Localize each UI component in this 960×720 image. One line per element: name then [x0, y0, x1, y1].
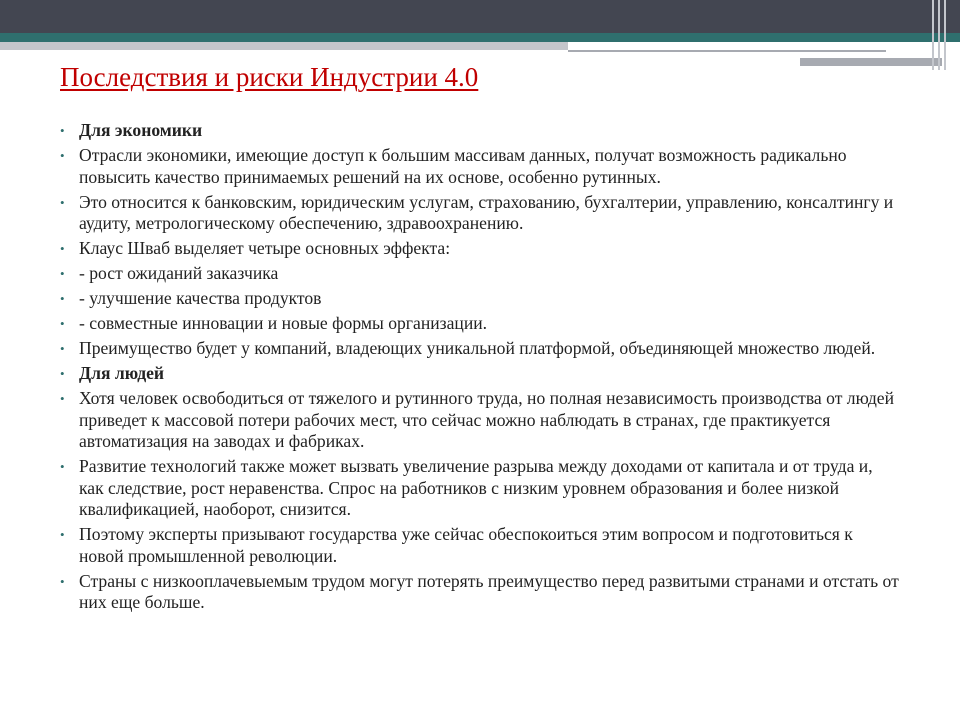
bullet-icon: • [60, 194, 65, 210]
section-heading: Для экономики [79, 120, 203, 140]
section-heading: Для людей [79, 363, 165, 383]
bullet-item [60, 524, 900, 567]
slide-title: Последствия и риски Индустрии 4.0 [60, 62, 479, 92]
bullet-text: Отрасли экономики, имеющие доступ к большим массивам данных, получат возможность радикально повысить качество принимаемых решений на их основе, особенно рутинных. [79, 145, 847, 187]
bullet-text: Клаус Шваб выделяет четыре основных эффекта: [79, 238, 451, 258]
bullet-item [60, 288, 900, 310]
bullet-item [60, 120, 900, 142]
bullet-text: - улучшение качества продуктов [79, 288, 322, 308]
bullet-item [60, 363, 900, 385]
header-line [800, 58, 942, 66]
bullet-item [60, 145, 900, 188]
header-band-teal [0, 33, 960, 42]
header-line [568, 50, 886, 52]
bullet-text: Преимущество будет у компаний, владеющих уникальной платформой, объединяющей множество людей. [79, 338, 876, 358]
bullet-text: Поэтому эксперты призывают государства уже сейчас обеспокоиться этим вопросом и подготовиться к новой промышленной революции. [79, 524, 853, 566]
header-vertical-bars [932, 0, 952, 70]
bullet-icon: • [60, 316, 65, 331]
bullet-text: - рост ожиданий заказчика [79, 263, 279, 283]
bullet-item [60, 263, 900, 285]
bullet-list [60, 120, 900, 617]
bullet-item [60, 313, 900, 335]
bullet-icon: • [60, 266, 65, 281]
bullet-icon: • [60, 391, 65, 406]
bullet-icon: • [60, 291, 65, 306]
bullet-icon: • [60, 459, 65, 474]
bullet-text: Это относится к банковским, юридическим услугам, страхованию, бухгалтерии, управлению, консалтингу и аудиту, метрологическому обеспечению, здравоохранению. [79, 191, 894, 233]
bullet-item [60, 456, 900, 521]
bullet-item [60, 338, 900, 360]
bullet-icon: • [60, 241, 65, 256]
header-band-gray [0, 42, 568, 50]
bullet-icon: • [60, 366, 65, 381]
bullet-icon: • [60, 341, 65, 356]
bullet-item [60, 388, 900, 453]
bullet-item [60, 238, 900, 260]
bullet-item [60, 571, 900, 614]
header-band-dark [0, 0, 960, 33]
bullet-text: Хотя человек освободиться от тяжелого и рутинного труда, но полная независимость производства от людей приведет к массовой потери рабочих мест, что сейчас можно наблюдать в странах, где практикуется автоматизация на заводах и фабриках. [79, 388, 894, 451]
bullet-icon: • [60, 148, 65, 163]
bullet-text: Страны с низкооплачевыемым трудом могут потерять преимущество перед развитыми странами и отстать от них еще больше. [79, 570, 899, 612]
bullet-icon: • [60, 123, 65, 138]
bullet-icon: • [60, 527, 65, 542]
bullet-icon: • [60, 573, 65, 589]
bullet-item [60, 192, 900, 235]
bullet-text: Развитие технологий также может вызвать увеличение разрыва между доходами от капитала и от труда и, как следствие, рост неравенства. Спрос на работников с низким уровнем образования и более низкой квалификацией, наоборот, снизится. [79, 456, 873, 519]
header-step [568, 42, 960, 50]
bullet-text: - совместные инновации и новые формы организации. [79, 313, 488, 333]
